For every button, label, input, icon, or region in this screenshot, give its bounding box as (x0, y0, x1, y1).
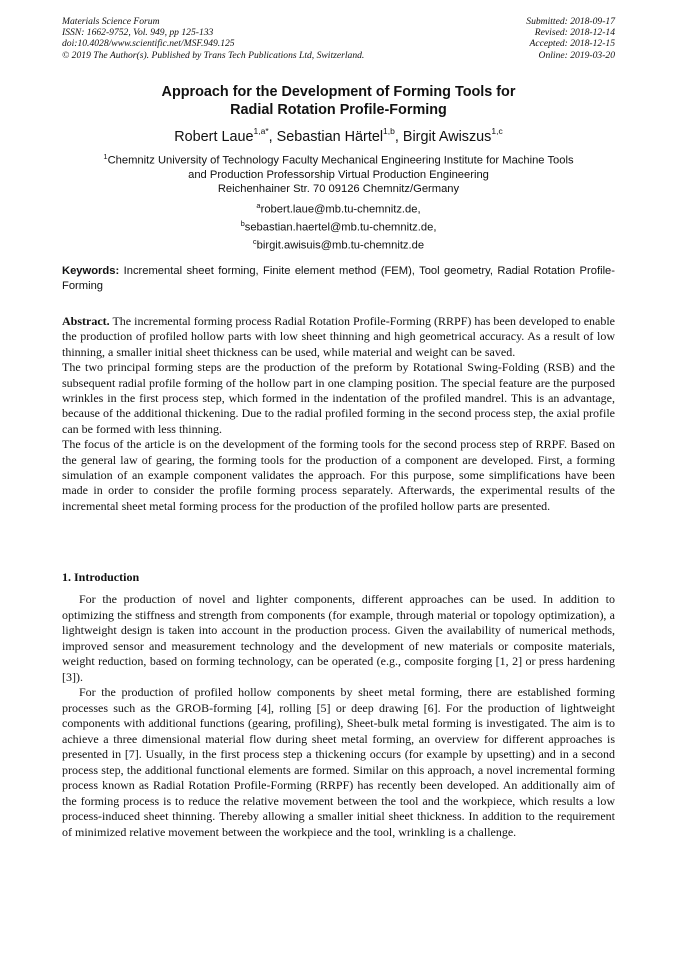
body-paragraph: For the production of profiled hollow components by sheet metal forming, there are established forming processes such as the GROB-forming [4], rolling [5] or deep drawing [6]. For the production of lightweight components with additional functions (gearing, profiling), Sheet-bulk metal forming is investigated. The aim is to achieve a three dimensional material flow during sheet metal forming, an overview for different approaches is presented in [7]. Usually, in the first process step a thickening occurs (for example by upsetting) and in a second process step, the additional functional elements are formed. Similar on this approach, a novel incremental forming process known as Radial Rotation Profile-Forming (RRPF) has recently been developed. An additionally aim of the forming process is to reduce the relative movement between the tool and the workpiece, which results a low process-induced sheet thinning. Thereby allowing a smaller initial sheet thickness. In addition to the requirement of minimized relative movement between the workpiece and the tool, wrinkling is a challenge. (62, 685, 615, 839)
affiliation-line: Reichenhainer Str. 70 09126 Chemnitz/Germany (217, 183, 460, 196)
abstract-paragraph: The two principal forming steps are the production of the preform by Rotational Swing-Folding (RSB) and the subsequent radial profile forming of the hollow part in one clamping position. The special feature are the purposed wrinkles in the first process step, which formed in the indentation of the profiled mandrel. This is an advantage, because of the additional thickening. Due to the radial profiled forming in the second process step, the axial profile can be formed with less thinning. (62, 360, 615, 436)
affiliation (62, 150, 615, 196)
email-marker: c (252, 237, 257, 247)
copyright-line: © 2019 The Author(s). Published by Trans Tech Publications Ltd, Switzerland. (62, 49, 365, 61)
journal-name: Materials Science Forum (62, 16, 160, 27)
keywords-block (62, 264, 615, 293)
issn-line: ISSN: 1662-9752, Vol. 949, pp 125-133 (62, 27, 214, 39)
keywords-label: Keywords: (62, 265, 120, 277)
doi-line: doi:10.4028/www.scientific.net/MSF.949.125 (62, 38, 235, 50)
affiliation-marker: 1 (103, 152, 108, 161)
email-list (62, 199, 615, 254)
revised-date: Revised: 2018-12-14 (534, 27, 615, 39)
abstract-paragraph (62, 314, 615, 360)
online-date: Online: 2019-03-20 (538, 49, 615, 61)
abstract-block (62, 314, 615, 514)
author-email[interactable]: robert.laue@mb.tu-chemnitz.de, (260, 203, 421, 216)
abstract-text: The incremental forming process Radial Rotation Profile-Forming (RRPF) has been developed to enable the production of profiled hollow parts with low sheet thinning and high geometrical accuracy. As a result of low thinning, a smaller initial sheet thickness can be used, while material and weight can be saved. (62, 314, 615, 359)
submitted-date: Submitted: 2018-09-17 (526, 16, 615, 27)
author-email[interactable]: sebastian.haertel@mb.tu-chemnitz.de, (244, 221, 437, 234)
section-heading: 1. Introduction (62, 570, 140, 584)
affiliation-line: Chemnitz University of Technology Faculty Mechanical Engineering Institute for Machine Tools (107, 154, 574, 167)
journal-header (62, 16, 364, 61)
dates-header (526, 16, 615, 61)
email-marker: b (240, 219, 245, 229)
keywords-text: Incremental sheet forming, Finite element method (FEM), Tool geometry, Radial Rotation Profile-Forming (62, 265, 615, 292)
author-separator: , (394, 128, 403, 145)
author-affiliation-marker: 1,b (383, 126, 395, 136)
email-marker: a (256, 201, 261, 210)
abstract-label: Abstract. (62, 314, 110, 328)
author-list (62, 123, 615, 146)
introduction-body (62, 592, 615, 840)
author-affiliation-marker: 1,a* (253, 126, 269, 136)
body-paragraph: For the production of novel and lighter components, different approaches can be used. In addition to optimizing the stiffness and strength from components (for example, through material or topology optimization), a lightweight design is taken into account in the production process. Given the availability of numerical methods, improved sensor and measurement technology and the development of new materials or composite materials, weight reduction, based on forming technology, can be operated (e.g., composite forging [1, 2] or press hardening [3]). (62, 592, 615, 684)
author-name: Robert Laue (174, 128, 254, 145)
author-separator: , (268, 128, 277, 145)
abstract-paragraph: The focus of the article is on the development of the forming tools for the second process step of RRPF. Based on the general law of gearing, the forming tools for the production of a component are developed. First, a forming simulation of an example component validates the approach. For this purpose, some simplifications have been made in order to consider the profile forming process separately. Afterwards, the experimental results of the incremental sheet metal forming process for the production of the profiled hollow parts are presented. (62, 437, 615, 513)
author-name: Birgit Awiszus (402, 128, 492, 145)
accepted-date: Accepted: 2018-12-15 (529, 38, 615, 50)
affiliation-line: and Production Professorship Virtual Production Engineering (188, 168, 489, 181)
paper-title: Approach for the Development of Forming Tools for Radial Rotation Profile-Forming (161, 84, 516, 118)
author-affiliation-marker: 1,c (491, 126, 503, 136)
author-email[interactable]: birgit.awisuis@mb.tu-chemnitz.de (256, 240, 425, 253)
author-name: Sebastian Härtel (276, 128, 384, 145)
